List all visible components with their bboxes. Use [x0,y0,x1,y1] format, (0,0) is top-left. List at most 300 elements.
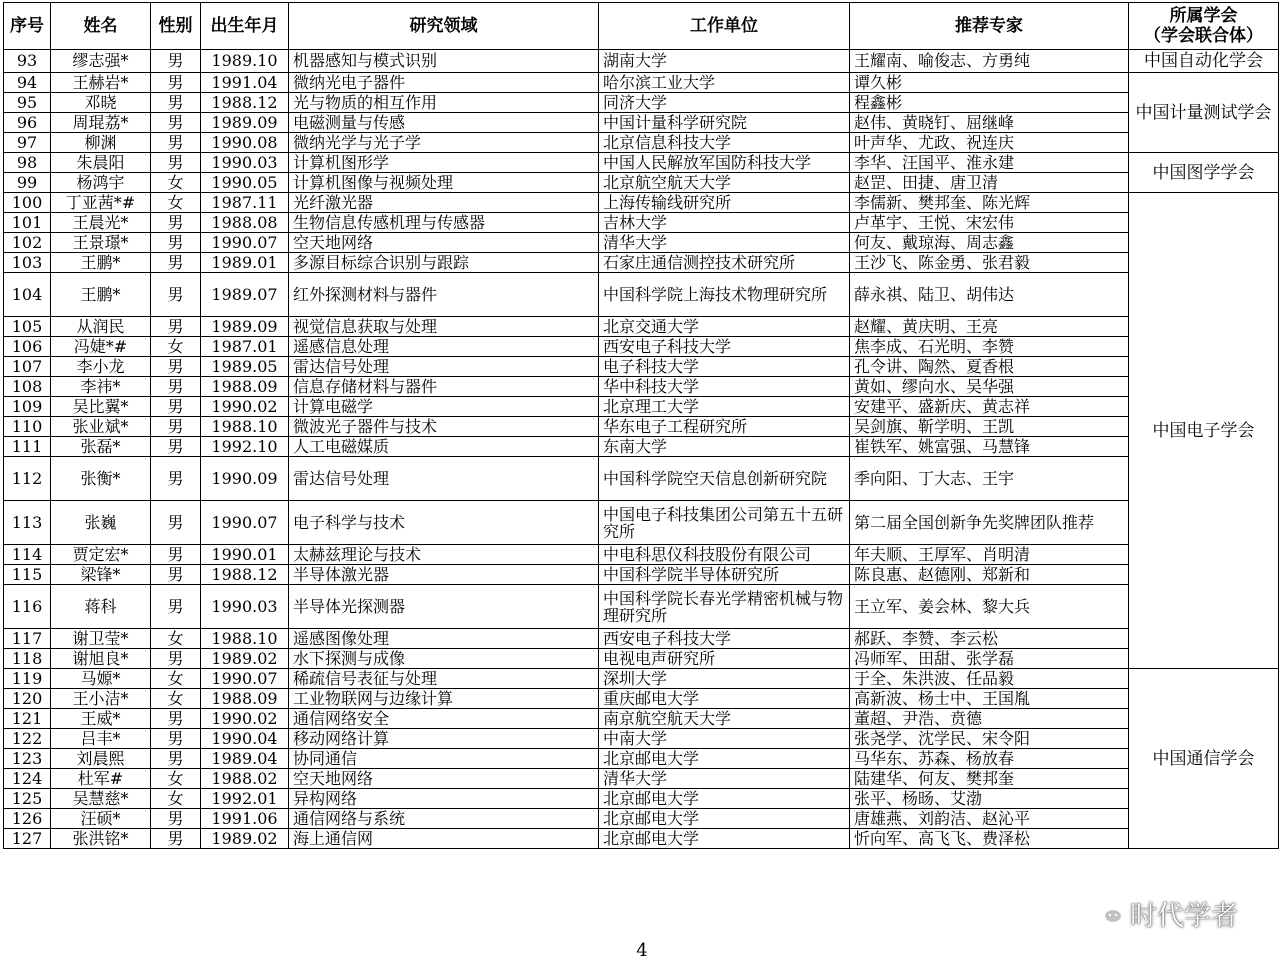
cell-gender: 男 [151,501,201,545]
cell-name: 缪志强* [51,50,151,73]
cell-no: 113 [4,501,51,545]
table-row [4,73,1279,93]
cell-no: 94 [4,73,51,93]
cell-no: 108 [4,377,51,397]
table-row [4,437,1279,457]
cell-no: 126 [4,809,51,829]
cell-unit: 中国科学院半导体研究所 [599,565,850,585]
cell-no: 112 [4,457,51,501]
cell-field: 光与物质的相互作用 [289,93,599,113]
header-name: 姓名 [51,3,151,50]
table-row [4,769,1279,789]
cell-experts: 何友、戴琼海、周志鑫 [850,233,1129,253]
cell-no: 106 [4,337,51,357]
cell-birth: 1990.07 [201,233,289,253]
cell-experts: 李儒新、樊邦奎、陈光辉 [850,193,1129,213]
cell-unit: 北京邮电大学 [599,809,850,829]
cell-no: 103 [4,253,51,273]
cell-unit: 中电科思仪科技股份有限公司 [599,545,850,565]
cell-experts: 程鑫彬 [850,93,1129,113]
table-row [4,669,1279,689]
cell-unit: 北京邮电大学 [599,829,850,849]
cell-birth: 1989.07 [201,273,289,317]
cell-experts: 年夫顺、王厚军、肖明清 [850,545,1129,565]
cell-gender: 男 [151,417,201,437]
cell-no: 104 [4,273,51,317]
recommendation-table [3,2,1279,849]
cell-field: 遥感图像处理 [289,629,599,649]
cell-birth: 1990.05 [201,173,289,193]
cell-experts: 叶声华、尤政、祝连庆 [850,133,1129,153]
cell-field: 电子科学与技术 [289,501,599,545]
cell-no: 114 [4,545,51,565]
cell-experts: 唐雄燕、刘韵洁、赵沁平 [850,809,1129,829]
cell-name: 王赫岩* [51,73,151,93]
cell-field: 生物信息传感机理与传感器 [289,213,599,233]
cell-no: 117 [4,629,51,649]
cell-birth: 1989.09 [201,317,289,337]
cell-field: 雷达信号处理 [289,457,599,501]
cell-field: 协同通信 [289,749,599,769]
cell-society: 中国图学学会 [1129,153,1279,193]
table-row [4,173,1279,193]
cell-no: 118 [4,649,51,669]
cell-unit: 石家庄通信测控技术研究所 [599,253,850,273]
cell-experts: 冯师军、田甜、张学磊 [850,649,1129,669]
cell-birth: 1990.03 [201,585,289,629]
cell-name: 王晨光* [51,213,151,233]
cell-experts: 于全、朱洪波、任品毅 [850,669,1129,689]
cell-unit: 清华大学 [599,233,850,253]
cell-gender: 女 [151,689,201,709]
cell-gender: 男 [151,809,201,829]
cell-no: 99 [4,173,51,193]
cell-unit: 重庆邮电大学 [599,689,850,709]
table-row [4,565,1279,585]
cell-gender: 女 [151,629,201,649]
cell-name: 邓晓 [51,93,151,113]
cell-gender: 男 [151,233,201,253]
cell-birth: 1988.12 [201,565,289,585]
cell-name: 张巍 [51,501,151,545]
cell-gender: 男 [151,829,201,849]
cell-field: 多源目标综合识别与跟踪 [289,253,599,273]
cell-gender: 女 [151,173,201,193]
cell-gender: 女 [151,337,201,357]
cell-society: 中国电子学会 [1129,193,1279,669]
cell-gender: 男 [151,93,201,113]
cell-gender: 男 [151,437,201,457]
cell-field: 稀疏信号表征与处理 [289,669,599,689]
cell-birth: 1990.07 [201,501,289,545]
cell-name: 梁锋* [51,565,151,585]
cell-unit: 西安电子科技大学 [599,337,850,357]
cell-field: 空天地网络 [289,233,599,253]
cell-field: 计算电磁学 [289,397,599,417]
cell-name: 朱晨阳 [51,153,151,173]
cell-no: 101 [4,213,51,233]
cell-no: 116 [4,585,51,629]
cell-field: 微波光子器件与技术 [289,417,599,437]
cell-birth: 1992.01 [201,789,289,809]
cell-gender: 男 [151,153,201,173]
cell-society: 中国通信学会 [1129,669,1279,849]
cell-unit: 北京邮电大学 [599,749,850,769]
cell-experts: 黄如、缪向水、吴华强 [850,377,1129,397]
cell-unit: 中国计量科学研究院 [599,113,850,133]
table-row [4,729,1279,749]
cell-experts: 卢革宇、王悦、宋宏伟 [850,213,1129,233]
cell-name: 从润民 [51,317,151,337]
table-row [4,93,1279,113]
header-birth: 出生年月 [201,3,289,50]
cell-no: 100 [4,193,51,213]
cell-birth: 1992.10 [201,437,289,457]
cell-field: 半导体激光器 [289,565,599,585]
cell-experts: 薛永祺、陆卫、胡伟达 [850,273,1129,317]
cell-gender: 男 [151,253,201,273]
cell-experts: 董超、尹浩、贲德 [850,709,1129,729]
cell-birth: 1988.09 [201,689,289,709]
cell-field: 计算机图像与视频处理 [289,173,599,193]
cell-unit: 北京邮电大学 [599,789,850,809]
cell-name: 谢卫莹* [51,629,151,649]
cell-unit: 吉林大学 [599,213,850,233]
table-row [4,501,1279,545]
cell-experts: 赵罡、田捷、唐卫清 [850,173,1129,193]
cell-field: 信息存储材料与器件 [289,377,599,397]
cell-unit: 东南大学 [599,437,850,457]
table-row [4,809,1279,829]
cell-gender: 男 [151,273,201,317]
cell-unit: 华中科技大学 [599,377,850,397]
cell-name: 贾定宏* [51,545,151,565]
cell-field: 移动网络计算 [289,729,599,749]
cell-unit: 北京理工大学 [599,397,850,417]
table-body [4,50,1279,849]
cell-field: 微纳光学与光子学 [289,133,599,153]
table-row [4,317,1279,337]
cell-gender: 男 [151,545,201,565]
table-row [4,213,1279,233]
cell-gender: 女 [151,193,201,213]
cell-no: 97 [4,133,51,153]
cell-field: 工业物联网与边缘计算 [289,689,599,709]
table-row [4,545,1279,565]
header-society-line1: 所属学会 [1169,6,1238,26]
cell-experts: 吴剑旗、靳学明、王凯 [850,417,1129,437]
cell-name: 吴慧慈* [51,789,151,809]
cell-no: 125 [4,789,51,809]
page-number: 4 [636,940,648,961]
cell-unit: 同济大学 [599,93,850,113]
table-row [4,273,1279,317]
cell-unit: 北京航空航天大学 [599,173,850,193]
cell-name: 张洪铭* [51,829,151,849]
cell-no: 127 [4,829,51,849]
cell-field: 计算机图形学 [289,153,599,173]
cell-gender: 女 [151,669,201,689]
cell-name: 蒋科 [51,585,151,629]
table-row [4,749,1279,769]
cell-no: 102 [4,233,51,253]
cell-field: 机器感知与模式识别 [289,50,599,73]
cell-experts: 张尧学、沈学民、宋令阳 [850,729,1129,749]
table-header-row [4,3,1279,50]
cell-gender: 男 [151,213,201,233]
cell-name: 李小龙 [51,357,151,377]
cell-birth: 1990.02 [201,709,289,729]
cell-experts: 王耀南、喻俊志、方勇纯 [850,50,1129,73]
header-unit: 工作单位 [599,3,850,50]
cell-experts: 高新波、杨士中、王国胤 [850,689,1129,709]
table-row [4,629,1279,649]
cell-experts: 陆建华、何友、樊邦奎 [850,769,1129,789]
cell-field: 半导体光探测器 [289,585,599,629]
cell-no: 111 [4,437,51,457]
cell-name: 李祎* [51,377,151,397]
table-row [4,585,1279,629]
cell-unit: 中南大学 [599,729,850,749]
cell-experts: 李华、汪国平、淮永建 [850,153,1129,173]
cell-gender: 男 [151,649,201,669]
cell-gender: 男 [151,73,201,93]
cell-birth: 1990.01 [201,545,289,565]
cell-birth: 1988.02 [201,769,289,789]
table-row [4,357,1279,377]
cell-birth: 1989.01 [201,253,289,273]
cell-name: 王景璟* [51,233,151,253]
cell-gender: 男 [151,113,201,133]
cell-birth: 1987.01 [201,337,289,357]
table-row [4,377,1279,397]
cell-experts: 马华东、苏森、杨放春 [850,749,1129,769]
cell-no: 124 [4,769,51,789]
cell-unit: 清华大学 [599,769,850,789]
cell-field: 异构网络 [289,789,599,809]
cell-field: 遥感信息处理 [289,337,599,357]
cell-unit: 中国科学院上海技术物理研究所 [599,273,850,317]
cell-birth: 1990.04 [201,729,289,749]
cell-gender: 男 [151,397,201,417]
header-gender: 性别 [151,3,201,50]
cell-experts: 谭久彬 [850,73,1129,93]
table-row [4,233,1279,253]
cell-unit: 北京信息科技大学 [599,133,850,153]
cell-no: 98 [4,153,51,173]
cell-gender: 女 [151,789,201,809]
cell-field: 微纳光电子器件 [289,73,599,93]
cell-gender: 男 [151,133,201,153]
cell-gender: 男 [151,357,201,377]
cell-birth: 1988.09 [201,377,289,397]
cell-no: 121 [4,709,51,729]
cell-field: 人工电磁媒质 [289,437,599,457]
header-field: 研究领域 [289,3,599,50]
cell-unit: 电子科技大学 [599,357,850,377]
cell-birth: 1989.02 [201,829,289,849]
cell-experts: 赵伟、黄晓钉、屈继峰 [850,113,1129,133]
cell-gender: 男 [151,457,201,501]
cell-unit: 南京航空航天大学 [599,709,850,729]
cell-name: 刘晨熙 [51,749,151,769]
cell-unit: 电视电声研究所 [599,649,850,669]
cell-experts: 陈良惠、赵德刚、郑新和 [850,565,1129,585]
wechat-icon [1092,900,1124,926]
table-row [4,417,1279,437]
cell-name: 张业斌* [51,417,151,437]
cell-no: 96 [4,113,51,133]
cell-gender: 男 [151,565,201,585]
cell-field: 红外探测材料与器件 [289,273,599,317]
cell-gender: 男 [151,729,201,749]
cell-field: 海上通信网 [289,829,599,849]
table-row [4,337,1279,357]
cell-no: 105 [4,317,51,337]
cell-unit: 中国电子科技集团公司第五十五研究所 [599,501,850,545]
cell-society: 中国计量测试学会 [1129,73,1279,153]
cell-name: 柳渊 [51,133,151,153]
cell-experts: 王沙飞、陈金勇、张君毅 [850,253,1129,273]
cell-name: 吴比翼* [51,397,151,417]
cell-field: 空天地网络 [289,769,599,789]
cell-field: 太赫兹理论与技术 [289,545,599,565]
cell-unit: 西安电子科技大学 [599,629,850,649]
cell-experts: 张平、杨旸、艾渤 [850,789,1129,809]
cell-no: 109 [4,397,51,417]
cell-name: 张磊* [51,437,151,457]
cell-unit: 中国科学院长春光学精密机械与物理研究所 [599,585,850,629]
cell-experts: 王立军、姜会林、黎大兵 [850,585,1129,629]
cell-birth: 1989.09 [201,113,289,133]
cell-name: 汪硕* [51,809,151,829]
cell-gender: 男 [151,585,201,629]
cell-unit: 中国人民解放军国防科技大学 [599,153,850,173]
cell-gender: 女 [151,769,201,789]
cell-field: 电磁测量与传感 [289,113,599,133]
cell-unit: 湖南大学 [599,50,850,73]
cell-experts: 焦李成、石光明、李赞 [850,337,1129,357]
cell-experts: 安建平、盛新庆、黄志祥 [850,397,1129,417]
cell-birth: 1988.08 [201,213,289,233]
cell-birth: 1990.03 [201,153,289,173]
cell-experts: 崔铁军、姚富强、马慧锋 [850,437,1129,457]
cell-name: 王鹏* [51,253,151,273]
cell-no: 122 [4,729,51,749]
cell-society: 中国自动化学会 [1129,50,1279,73]
cell-birth: 1990.07 [201,669,289,689]
cell-experts: 忻向军、高飞飞、费泽松 [850,829,1129,849]
cell-name: 马嫄* [51,669,151,689]
table-row [4,649,1279,669]
cell-gender: 男 [151,709,201,729]
cell-field: 通信网络与系统 [289,809,599,829]
table-row [4,789,1279,809]
cell-no: 123 [4,749,51,769]
cell-birth: 1989.05 [201,357,289,377]
cell-birth: 1991.04 [201,73,289,93]
cell-experts: 郝跃、李赞、李云松 [850,629,1129,649]
table-row [4,193,1279,213]
cell-name: 吕丰* [51,729,151,749]
cell-field: 光纤激光器 [289,193,599,213]
cell-birth: 1990.09 [201,457,289,501]
cell-name: 杜军# [51,769,151,789]
cell-experts: 赵耀、黄庆明、王亮 [850,317,1129,337]
cell-unit: 华东电子工程研究所 [599,417,850,437]
cell-field: 视觉信息获取与处理 [289,317,599,337]
cell-unit: 北京交通大学 [599,317,850,337]
table-row [4,133,1279,153]
watermark [1092,896,1238,930]
cell-no: 119 [4,669,51,689]
cell-name: 王威* [51,709,151,729]
cell-birth: 1988.10 [201,417,289,437]
table-row [4,113,1279,133]
cell-no: 115 [4,565,51,585]
table-row [4,709,1279,729]
table-row [4,50,1279,73]
cell-birth: 1989.10 [201,50,289,73]
cell-experts: 第二届全国创新争先奖牌团队推荐 [850,501,1129,545]
cell-name: 张衡* [51,457,151,501]
cell-no: 107 [4,357,51,377]
table-row [4,689,1279,709]
cell-field: 水下探测与成像 [289,649,599,669]
header-no: 序号 [4,3,51,50]
header-society [1129,3,1279,50]
cell-name: 王鹏* [51,273,151,317]
cell-no: 95 [4,93,51,113]
cell-gender: 男 [151,377,201,397]
table-row [4,457,1279,501]
cell-no: 110 [4,417,51,437]
cell-birth: 1988.10 [201,629,289,649]
table-row [4,253,1279,273]
cell-gender: 男 [151,50,201,73]
cell-birth: 1988.12 [201,93,289,113]
cell-field: 通信网络安全 [289,709,599,729]
cell-unit: 深圳大学 [599,669,850,689]
table-row [4,153,1279,173]
cell-name: 丁亚茜*# [51,193,151,213]
cell-birth: 1990.08 [201,133,289,153]
header-experts: 推荐专家 [850,3,1129,50]
table-row [4,829,1279,849]
cell-gender: 男 [151,317,201,337]
table-row [4,397,1279,417]
cell-unit: 上海传输线研究所 [599,193,850,213]
cell-experts: 孔令讲、陶然、夏香根 [850,357,1129,377]
cell-name: 王小洁* [51,689,151,709]
cell-unit: 中国科学院空天信息创新研究院 [599,457,850,501]
cell-birth: 1990.02 [201,397,289,417]
cell-field: 雷达信号处理 [289,357,599,377]
header-society-line2: （学会联合体） [1144,26,1263,46]
cell-birth: 1989.02 [201,649,289,669]
cell-gender: 男 [151,749,201,769]
watermark-text: 时代学者 [1130,900,1238,932]
cell-no: 93 [4,50,51,73]
cell-birth: 1987.11 [201,193,289,213]
cell-unit: 哈尔滨工业大学 [599,73,850,93]
cell-name: 谢旭良* [51,649,151,669]
cell-name: 冯婕*# [51,337,151,357]
cell-no: 120 [4,689,51,709]
cell-experts: 季向阳、丁大志、王宇 [850,457,1129,501]
cell-birth: 1989.04 [201,749,289,769]
cell-name: 杨鸿宇 [51,173,151,193]
